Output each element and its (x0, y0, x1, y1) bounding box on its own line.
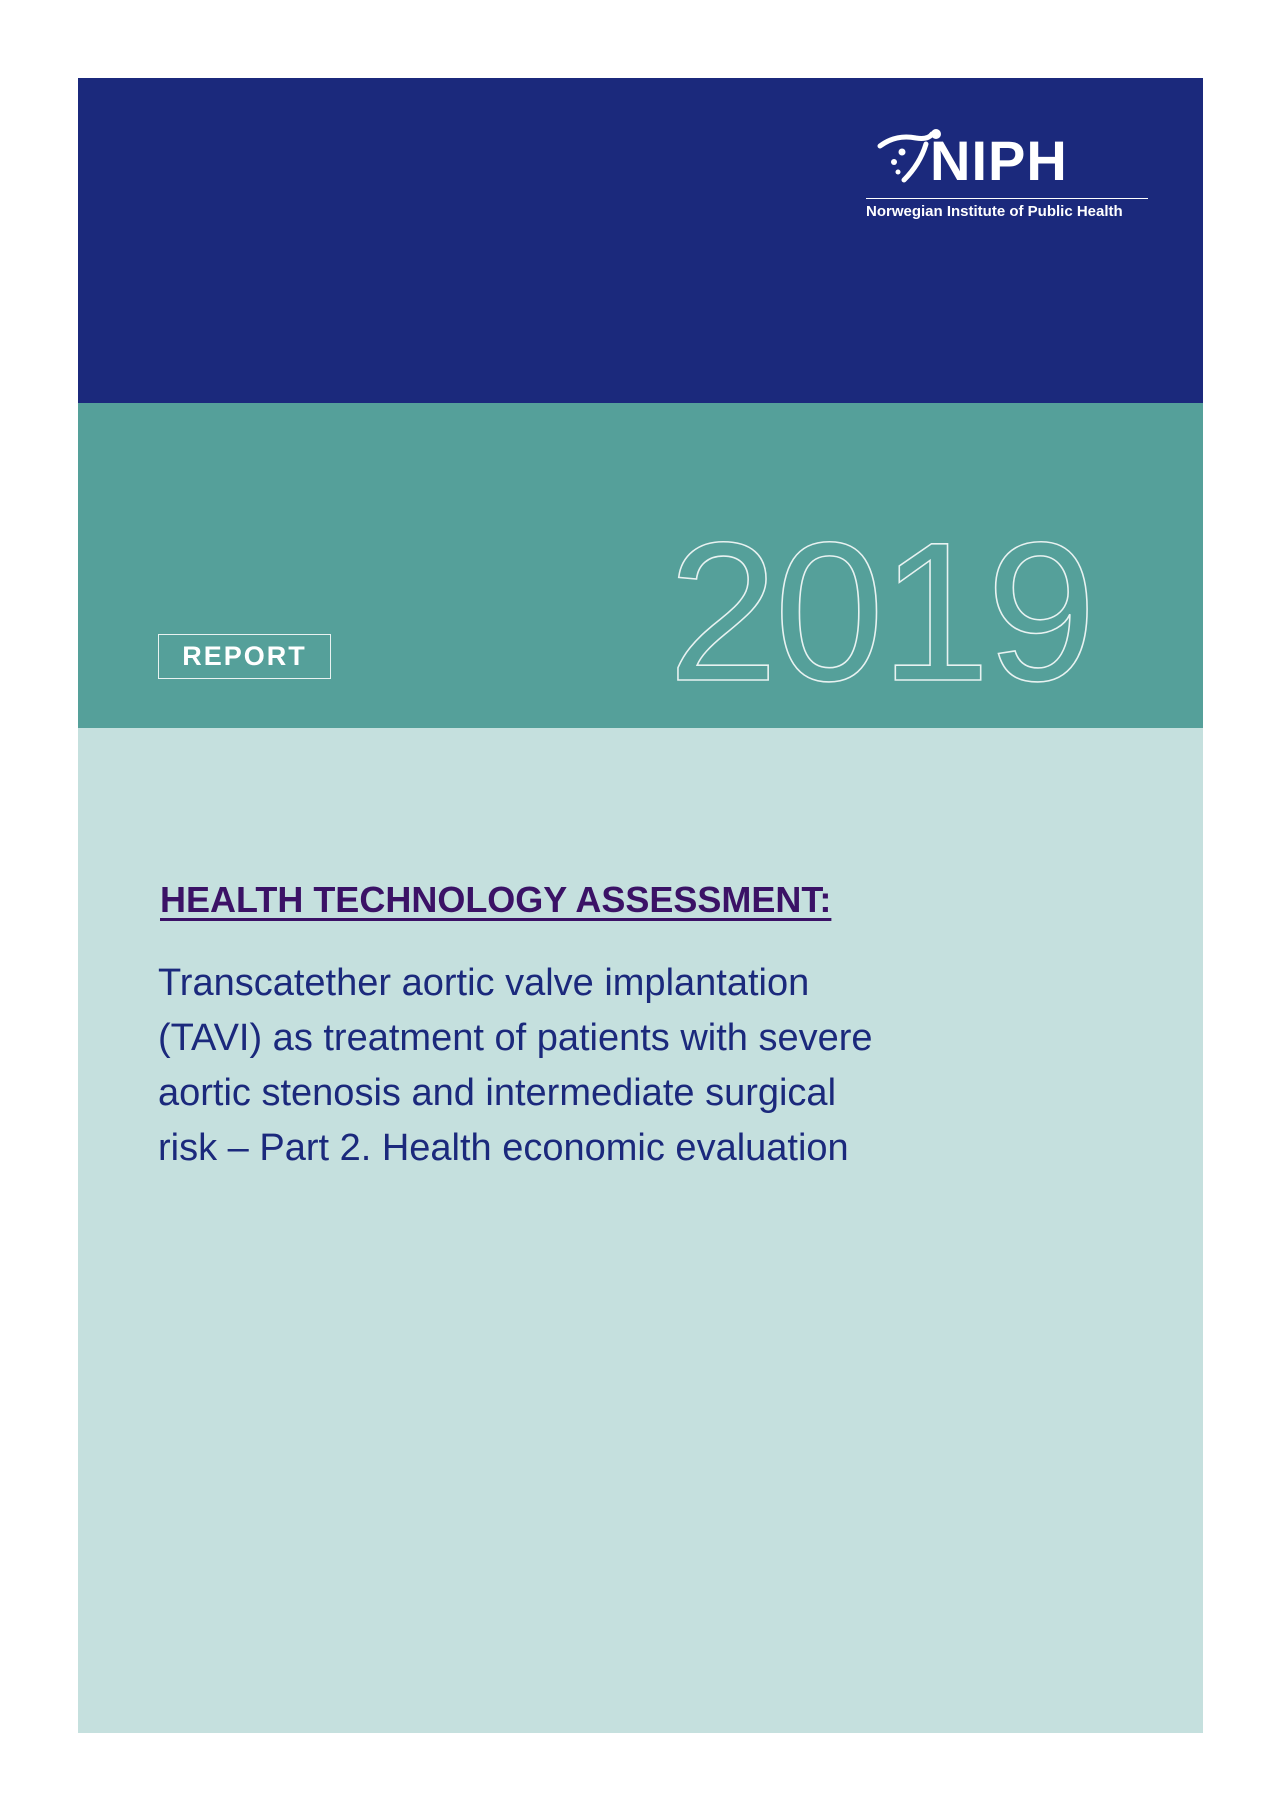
logo-divider (866, 198, 1148, 199)
hta-heading: HEALTH TECHNOLOGY ASSESSMENT: (160, 879, 832, 920)
report-badge: REPORT (158, 634, 331, 679)
report-subtitle: Transcatether aortic valve implantation (TAVI) as treatment of patients with severe aortic stenosis and intermediate surgical risk – Part 2. Health economic evaluation (158, 962, 873, 1169)
top-band (78, 78, 1203, 403)
logo-name: NIPH (930, 129, 1068, 192)
niph-logo (866, 128, 1156, 228)
report-cover (78, 78, 1203, 1733)
logo-subtitle: Norwegian Institute of Public Health (866, 203, 1123, 220)
year-text: 2019 (668, 520, 1093, 710)
report-year (668, 520, 1218, 710)
